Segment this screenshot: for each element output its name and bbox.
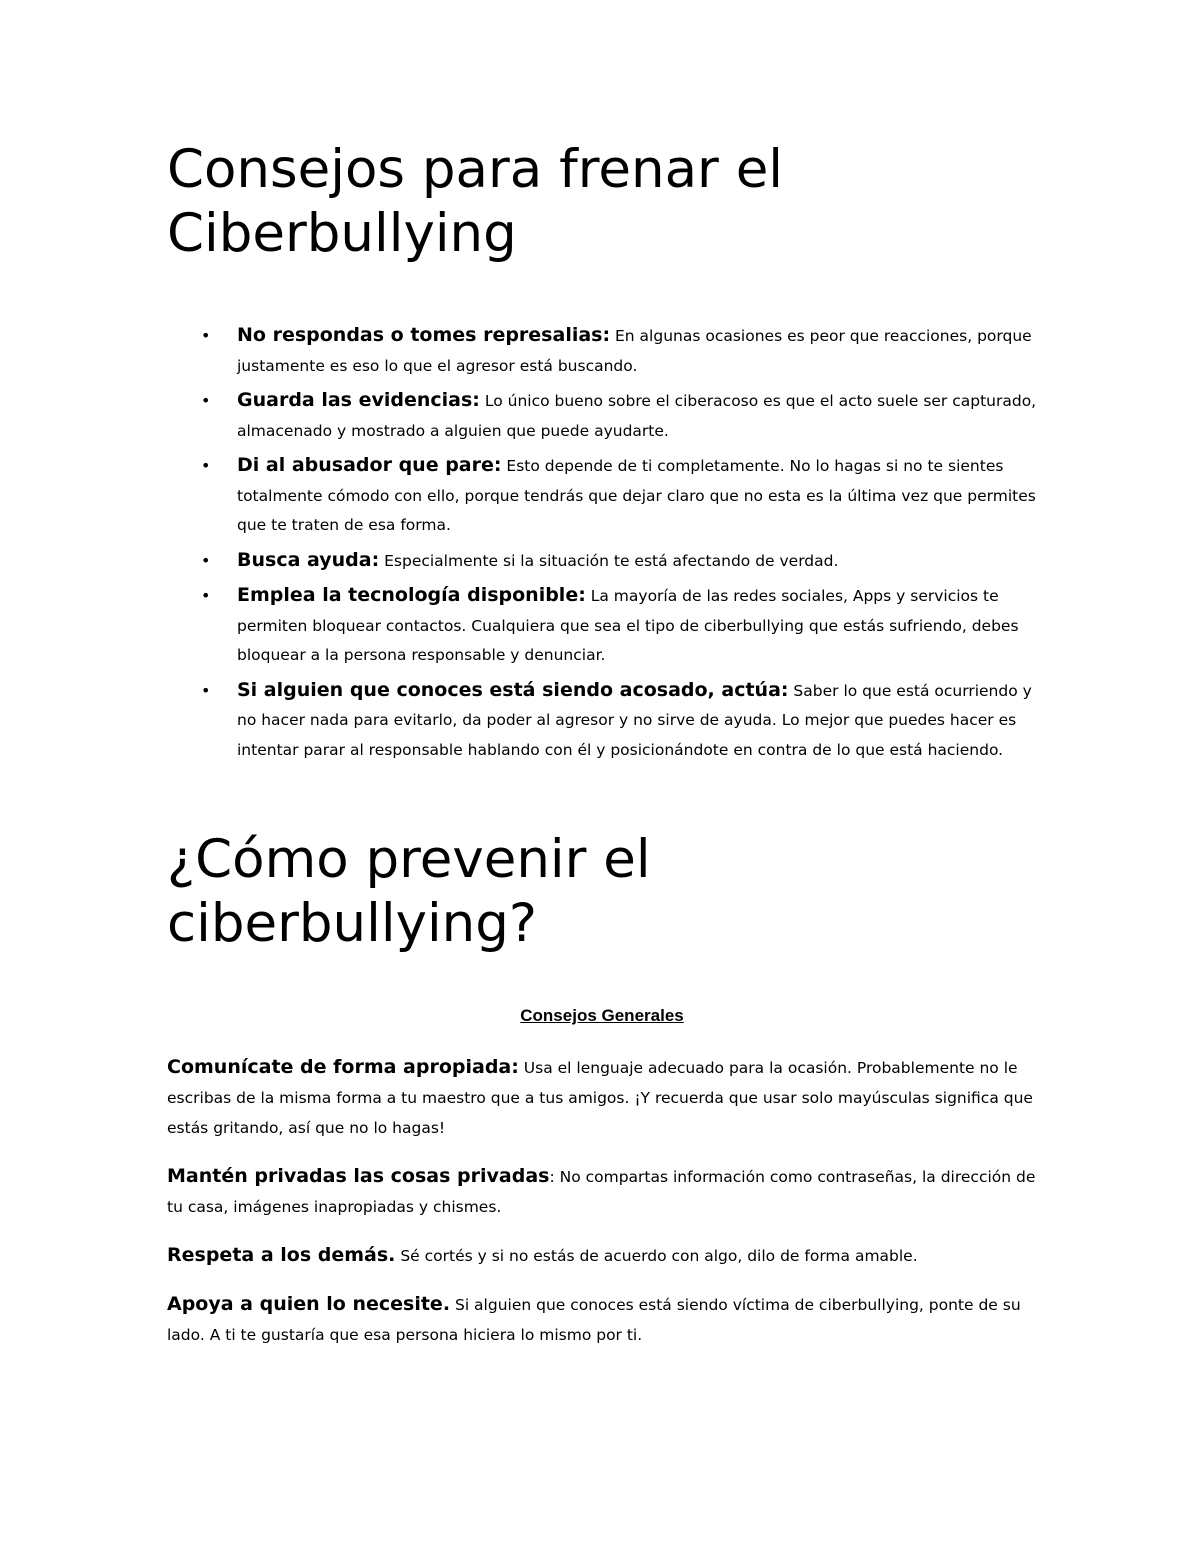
- list-item: [167, 386, 1037, 446]
- list-item: [167, 546, 1037, 577]
- item-text: Saber lo que está ocurriendo y no hacer nada para evitarlo, da poder al agresor y no sirve de ayuda. Lo mejor que puedes hacer es intentar parar al responsable hablando con él y posicionándote en contra de lo que está haciendo.: [237, 681, 1032, 759]
- bullet-icon: •: [201, 391, 211, 410]
- list-item: [167, 321, 1037, 381]
- tips-list: [167, 321, 1037, 765]
- item-lead: Di al abusador que pare:: [237, 454, 502, 476]
- bullet-icon: •: [201, 326, 211, 345]
- item-lead: Emplea la tecnología disponible:: [237, 584, 586, 606]
- advice-paragraph: [167, 1289, 1037, 1350]
- paragraph-text: Sé cortés y si no estás de acuerdo con algo, dilo de forma amable.: [395, 1247, 918, 1265]
- list-item: [167, 581, 1037, 671]
- paragraph-lead: Respeta a los demás.: [167, 1244, 396, 1266]
- item-text: Esto depende de ti completamente. No lo hagas si no te sientes totalmente cómodo con ello, porque tendrás que dejar claro que no esta es la última vez que permites que te traten de esa forma.: [237, 457, 1036, 534]
- subheading-consejos-generales: Consejos Generales: [520, 1006, 684, 1025]
- list-item: [167, 451, 1037, 541]
- paragraph-lead: Mantén privadas las cosas privadas: [167, 1165, 550, 1187]
- item-lead: Si alguien que conoces está siendo acosado, actúa:: [237, 678, 789, 701]
- bullet-icon: •: [201, 456, 211, 475]
- bullet-icon: •: [201, 550, 211, 570]
- item-lead: Guarda las evidencias:: [237, 389, 480, 411]
- document-page: [167, 138, 1037, 1368]
- item-text: Lo único bueno sobre el ciberacoso es que el acto suele ser capturado, almacenado y mostrado a alguien que puede ayudarte.: [237, 392, 1037, 440]
- list-item: [167, 676, 1037, 766]
- paragraph-text: Si alguien que conoces está siendo víctima de ciberbullying, ponte de su lado. A ti te gustaría que esa persona hiciera lo mismo por ti.: [167, 1296, 1021, 1344]
- item-text: La mayoría de las redes sociales, Apps y servicios te permiten bloquear contactos. Cualquiera que sea el tipo de ciberbullying que estás sufriendo, debes bloquear a la persona responsable y denunciar.: [237, 587, 1019, 664]
- item-text: Especialmente si la situación te está afectando de verdad.: [379, 551, 839, 570]
- advice-paragraph: [167, 1052, 1037, 1143]
- heading-como-prevenir: ¿Cómo prevenir el ciberbullying?: [167, 829, 651, 954]
- paragraph-lead: Comunícate de forma apropiada:: [167, 1056, 519, 1078]
- paragraph-lead: Apoya a quien lo necesite.: [167, 1293, 451, 1315]
- bullet-icon: •: [201, 586, 211, 605]
- paragraph-text: Usa el lenguaje adecuado para la ocasión. Probablemente no le escribas de la misma forma a tu maestro que a tus amigos. ¡Y recuerda que usar solo mayúsculas significa que estás gritando, así que no lo hagas!: [167, 1059, 1033, 1137]
- heading-consejos-frenar: Consejos para frenar el Ciberbullying: [167, 139, 784, 264]
- paragraph-text: : No compartas información como contraseñas, la dirección de tu casa, imágenes inapropiadas y chismes.: [167, 1168, 1036, 1216]
- bullet-icon: •: [201, 680, 211, 700]
- item-text: En algunas ocasiones es peor que reacciones, porque justamente es eso lo que el agresor está buscando.: [237, 327, 1032, 375]
- advice-paragraph: [167, 1240, 1037, 1271]
- item-lead: Busca ayuda:: [237, 548, 380, 571]
- advice-paragraph: [167, 1161, 1037, 1222]
- item-lead: No respondas o tomes represalias:: [237, 324, 611, 346]
